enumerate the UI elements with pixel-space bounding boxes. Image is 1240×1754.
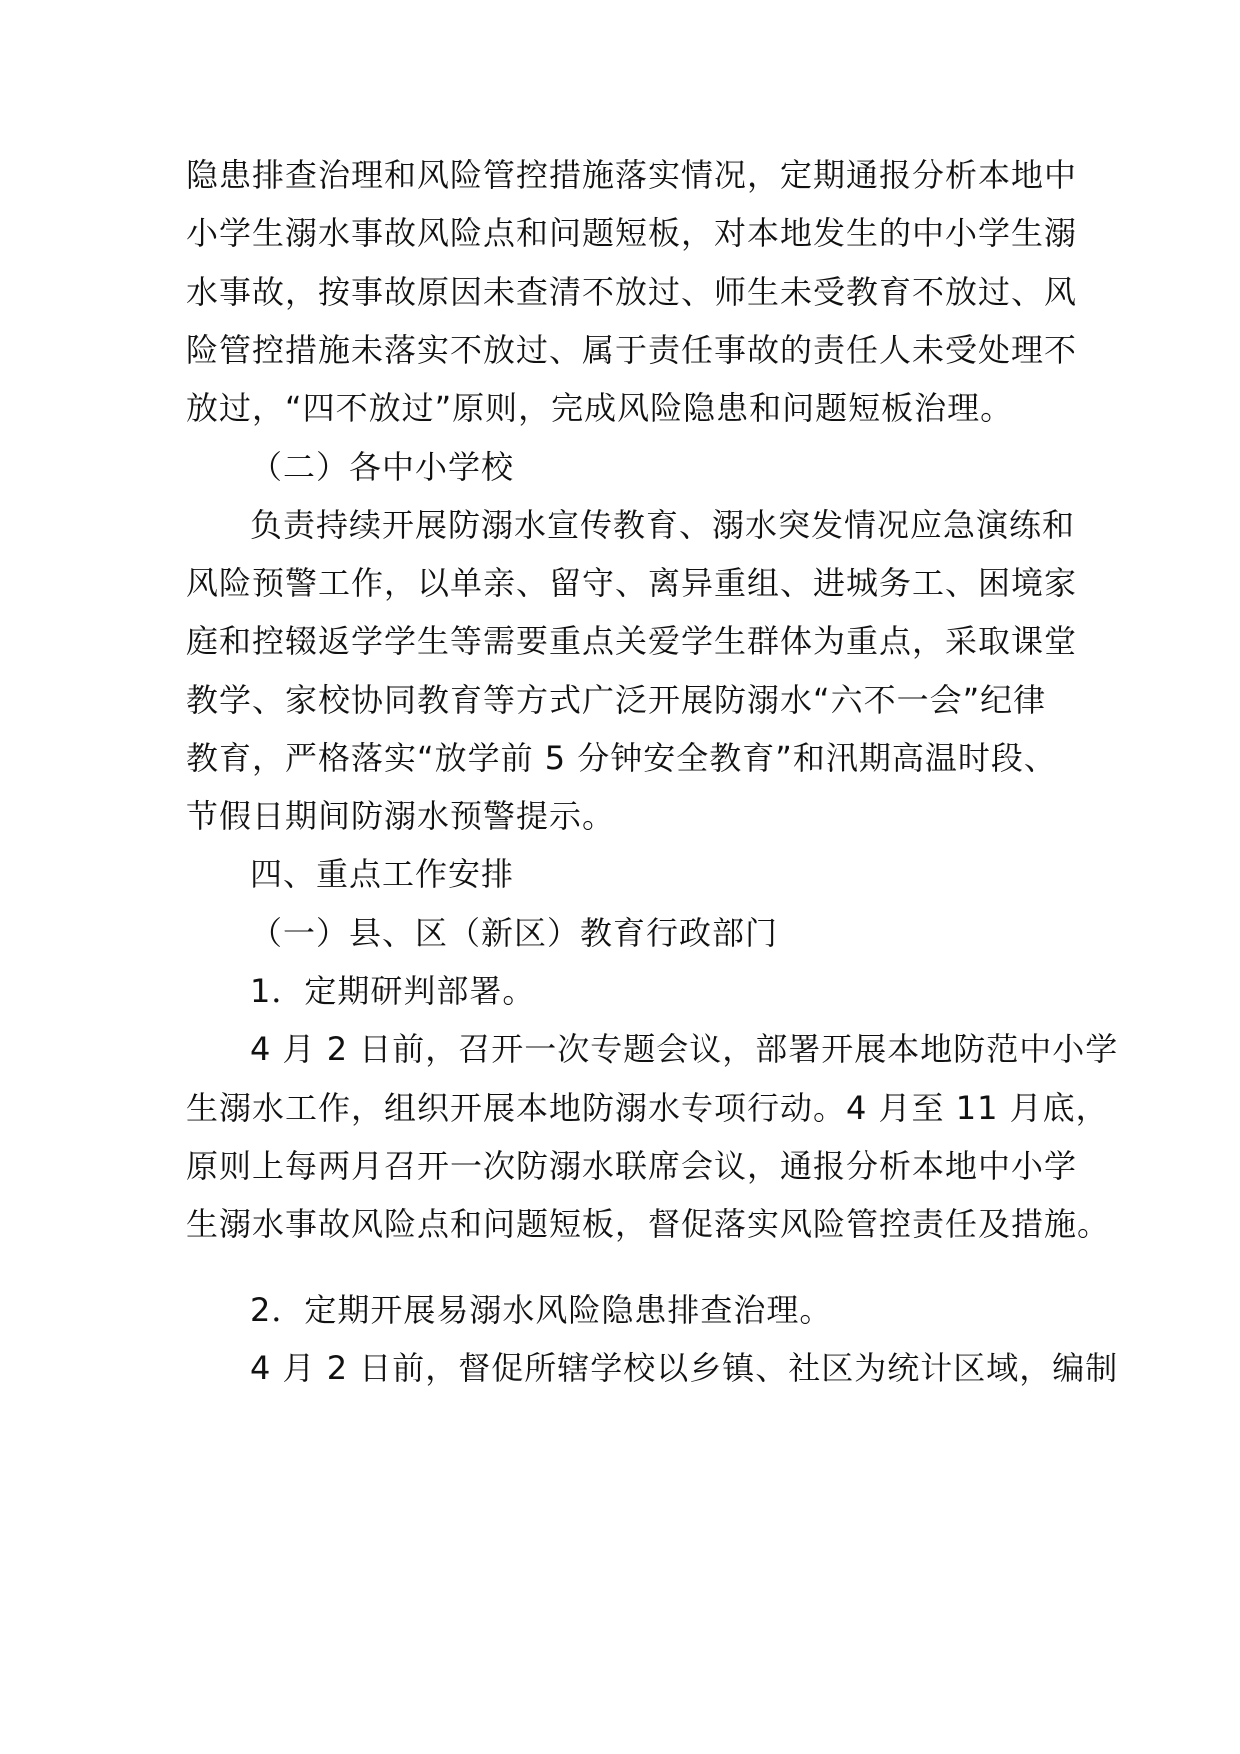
paragraph-line: 水事故，按事故原因未查清不放过、师生未受教育不放过、风 [186,273,1078,311]
paragraph-line: 庭和控辍返学学生等需要重点关爱学生群体为重点，采取课堂 [186,622,1078,660]
item-heading: 1．定期研判部署。 [250,972,536,1010]
paragraph-line: 原则上每两月召开一次防溺水联席会议，通报分析本地中小学 [186,1147,1078,1185]
paragraph-line: 放过，“四不放过”原则，完成风险隐患和问题短板治理。 [186,389,1014,427]
section-heading: （二）各中小学校 [250,448,515,486]
paragraph-line: 隐患排查治理和风险管控措施落实情况，定期通报分析本地中 [186,156,1078,194]
section-heading: 四、重点工作安排 [250,855,515,893]
item-heading: 2．定期开展易溺水风险隐患排查治理。 [250,1291,833,1329]
paragraph-line: 生溺水事故风险点和问题短板，督促落实风险管控责任及措施。 [186,1205,1111,1243]
paragraph-line: 4 月 2 日前，督促所辖学校以乡镇、社区为统计区域，编制 [250,1349,1119,1387]
subsection-heading: （一）县、区（新区）教育行政部门 [250,914,779,952]
paragraph-line: 小学生溺水事故风险点和问题短板，对本地发生的中小学生溺 [186,214,1078,252]
paragraph-line: 教育，严格落实“放学前 5 分钟安全教育”和汛期高温时段、 [186,739,1057,777]
paragraph-line: 险管控措施未落实不放过、属于责任事故的责任人未受处理不 [186,331,1078,369]
paragraph-line: 节假日期间防溺水预警提示。 [186,797,616,835]
paragraph-line: 风险预警工作，以单亲、留守、离异重组、进城务工、困境家 [186,564,1078,602]
paragraph-line: 负责持续开展防溺水宣传教育、溺水突发情况应急演练和 [250,506,1076,544]
paragraph-line: 教学、家校协同教育等方式广泛开展防溺水“六不一会”纪律 [186,681,1047,719]
paragraph-line: 生溺水工作，组织开展本地防溺水专项行动。4 月至 11 月底， [186,1089,1109,1127]
paragraph-line: 4 月 2 日前，召开一次专题会议，部署开展本地防范中小学 [250,1030,1119,1068]
